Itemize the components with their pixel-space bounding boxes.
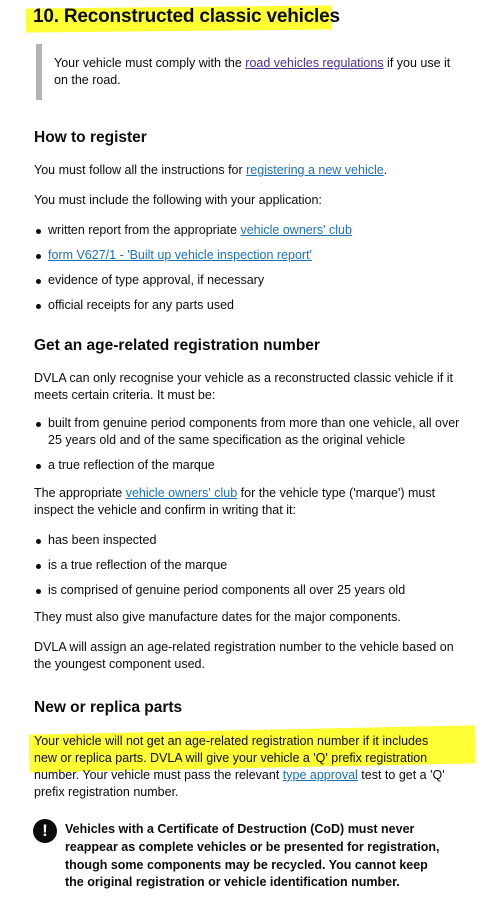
register-p1-after: . [383, 163, 388, 177]
vehicle-owners-club-link[interactable]: vehicle owners' club [240, 223, 352, 237]
inset-text [36, 44, 462, 100]
criteria-intro-paragraph: DVLA can only recognise your vehicle as a reconstructed classic vehicle if it meets certain criteria. It must be: [34, 371, 453, 402]
replica-highlighted-text: Your vehicle will not get an age-related registration number if it includes new or replica parts. DVLA will give your vehicle a 'Q' prefix registration number. [34, 734, 429, 782]
registering-new-vehicle-link[interactable]: registering a new vehicle [246, 163, 384, 177]
replica-text-before: Your vehicle must pass the relevant [79, 767, 283, 782]
inset-text-before: Your vehicle must comply with the [54, 56, 246, 70]
manufacture-dates-paragraph: They must also give manufacture dates for the major components. [34, 610, 401, 624]
confirmation-list [34, 532, 464, 607]
list-item: has been inspected [34, 532, 464, 549]
list-item [34, 222, 464, 239]
list-item [34, 247, 464, 264]
owners-club-before: The appropriate [34, 486, 126, 500]
form-v627-link[interactable]: form V627/1 - 'Built up vehicle inspection report' [48, 247, 312, 262]
warning-icon: ! [33, 819, 57, 843]
vehicle-owners-club-link-2[interactable]: vehicle owners' club [125, 486, 238, 500]
register-instructions-paragraph [34, 162, 454, 179]
replica-text-after: test to get a 'Q' prefix registration number. [34, 767, 445, 799]
how-to-register-heading: How to register [34, 129, 147, 146]
warning-text: Vehicles with a Certificate of Destruction (CoD) must never reappear as complete vehicles or be presented for registration, though some components may be recycled. You cannot keep the original registration or vehicle identification number. [65, 822, 440, 890]
list-item: is a true reflection of the marque [34, 557, 464, 574]
list-item: official receipts for any parts used [34, 297, 464, 314]
owners-club-after: for the vehicle type ('marque') must inspect the vehicle and confirm in writing that it: [34, 486, 436, 517]
criteria-list [34, 415, 464, 482]
list-item: a true reflection of the marque [34, 457, 464, 474]
include-following-paragraph: You must include the following with your application: [34, 193, 322, 207]
type-approval-link[interactable]: type approval [282, 767, 358, 782]
inset-text-after: if you use it on the road. [54, 56, 451, 87]
age-related-heading: Get an age-related registration number [34, 337, 320, 354]
replica-parts-heading: New or replica parts [34, 699, 183, 716]
list-item: built from genuine period components from more than one vehicle, all over 25 years old and of the same specification as the original vehicle [34, 415, 464, 449]
list-item: evidence of type approval, if necessary [34, 272, 464, 289]
page-title: 10. Reconstructed classic vehicles [33, 6, 340, 27]
owners-club-paragraph [34, 485, 454, 519]
list-item: is comprised of genuine period components all over 25 years old [34, 582, 464, 599]
replica-paragraph [34, 733, 454, 801]
assign-number-paragraph: DVLA will assign an age-related registration number to the vehicle based on the youngest component used. [34, 640, 454, 671]
road-vehicles-regulations-link[interactable]: road vehicles regulations [245, 56, 384, 70]
inset-paragraph [54, 55, 454, 89]
list-item-text: written report from the appropriate [48, 223, 241, 237]
application-requirements-list [34, 222, 464, 322]
register-p1-before: You must follow all the instructions for [34, 163, 247, 177]
